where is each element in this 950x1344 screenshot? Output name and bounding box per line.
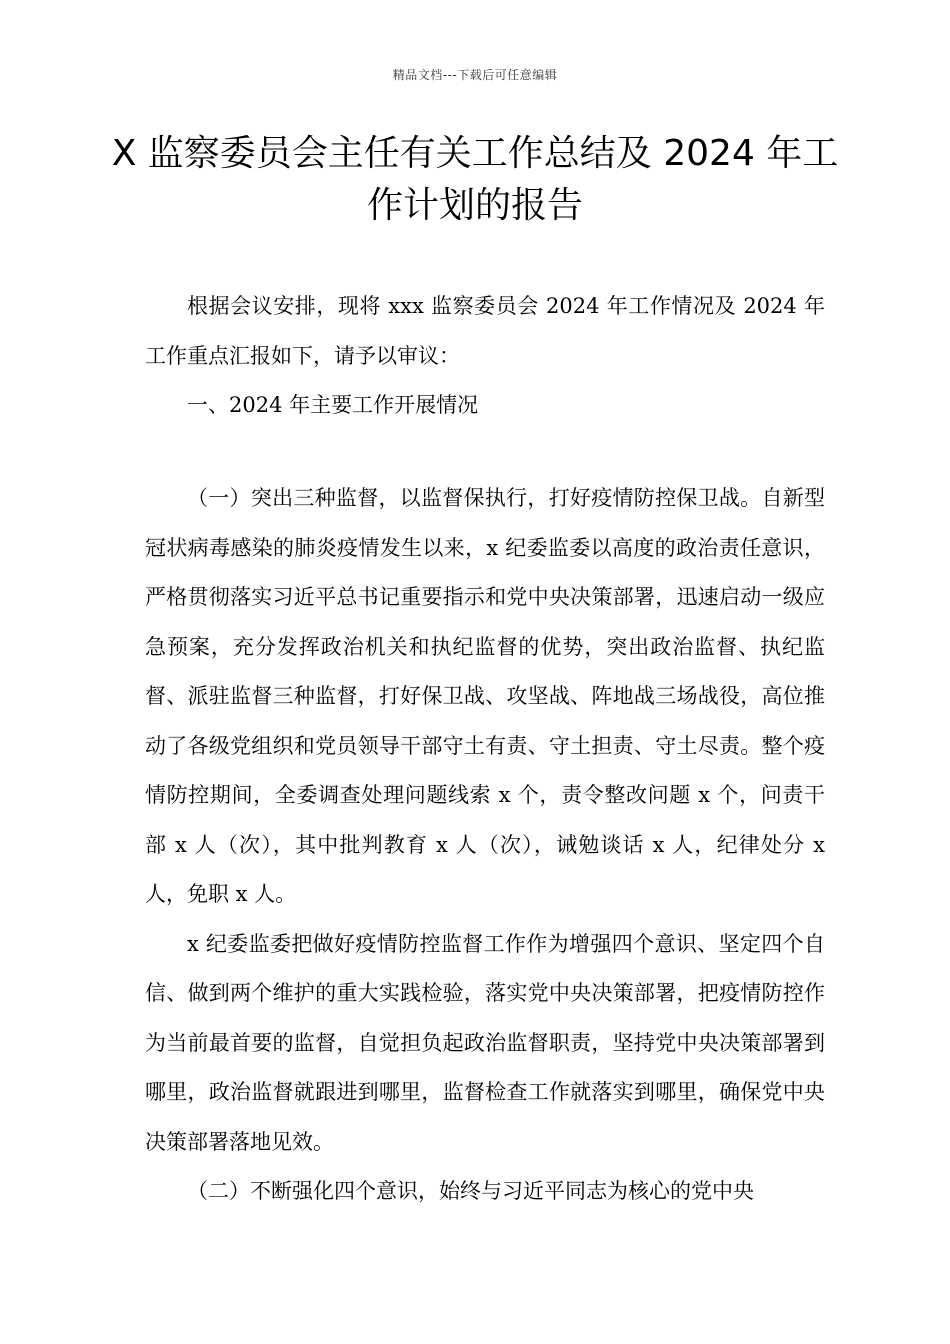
intro-paragraph: 根据会议安排，现将 xxx 监察委员会 2024 年工作情况及 2024 年工作重点汇报如下，请予以审议： — [145, 294, 825, 368]
header-note: 精品文档---下载后可任意编辑 — [392, 68, 558, 82]
subsection-paragraph-2: （二）不断强化四个意识，始终与习近平同志为核心的党中央 — [187, 1179, 754, 1203]
document-body — [145, 282, 825, 431]
subsection-paragraph-1: （一）突出三种监督，以监督保执行，打好疫情防控保卫战。自新型冠状病毒感染的肺炎疫情发生以来，x 纪委监委以高度的政治责任意识，严格贯彻落实习近平总书记重要指示和党中央决策部署，迅速启动一级应急预案，充分发挥政治机关和执纪监督的优势，突出政治监督、执纪监督、派驻监督三种监督，打好保卫战、攻坚战、阵地战三场战役，高位推动了各级党组织和党员领导干部守土有责、守土担责、守土尽责。整个疫情防控期间，全委调查处理问题线索 x 个，责令整改问题 x 个，问责干部 x 人（次），其中批判教育 x 人（次），诫勉谈话 x 人，纪律处分 x 人，免职 x 人。 — [145, 486, 825, 906]
body-paragraph-2: x 纪委监委把做好疫情防控监督工作作为增强四个意识、坚定四个自信、做到两个维护的重大实践检验，落实党中央决策部署，把疫情防控作为当前最首要的监督，自觉担负起政治监督职责，坚持党中央决策部署到哪里，政治监督就跟进到哪里，监督检查工作就落实到哪里，确保党中央决策部署落地见效。 — [145, 931, 825, 1154]
document-title: X 监察委员会主任有关工作总结及 2024 年工作计划的报告 — [111, 133, 839, 226]
section-heading-1: 一、2024 年主要工作开展情况 — [187, 393, 479, 417]
document-body-continued — [145, 474, 825, 1217]
